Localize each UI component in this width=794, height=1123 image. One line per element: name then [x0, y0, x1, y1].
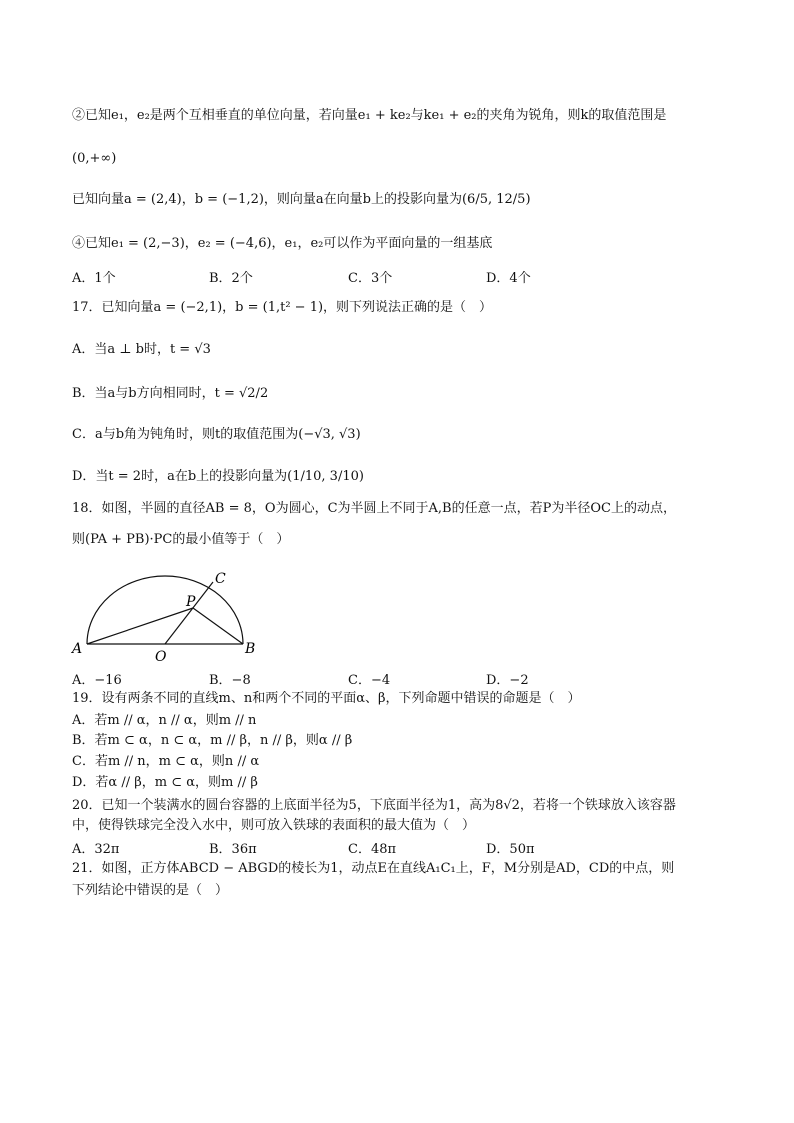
item-2: ②已知e₁，e₂是两个互相垂直的单位向量，若向量e₁ + ke₂与ke₁ + e₂的夹角为锐角，则k的取值范围是	[72, 108, 667, 123]
q20-stem-line1: 20．已知一个装满水的圆台容器的上底面半径为5，下底面半径为1，高为8√2，若将一个铁球放入该容器	[72, 798, 676, 813]
q16-option-a[interactable]: A．1个	[72, 271, 116, 286]
q16-option-c[interactable]: C．3个	[348, 271, 393, 286]
q21-stem-line1: 21．如图，正方体ABCD − ABGD的棱长为1，动点E在直线A₁C₁上，F，M分别是AD，CD的中点，则	[72, 861, 675, 876]
q18-stem-line2: 则(PA + PB)·PC的最小值等于（ ）	[72, 532, 290, 547]
q20-options	[72, 838, 732, 856]
label-p: P	[186, 594, 196, 610]
q18-option-d[interactable]: D．−2	[486, 673, 529, 688]
q18-semicircle-figure	[62, 565, 272, 665]
radius-oc	[165, 582, 213, 644]
q20-option-c[interactable]: C．48π	[348, 842, 397, 857]
q17-option-d[interactable]: D．当t = 2时，a在b上的投影向量为(1/10, 3/10)	[72, 469, 364, 484]
label-a: A	[72, 641, 83, 657]
item-4: ④已知e₁ = (2,−3)，e₂ = (−4,6)，e₁，e₂可以作为平面向量的一组基底	[72, 236, 493, 251]
q16-option-d[interactable]: D．4个	[486, 271, 531, 286]
q17-stem: 17．已知向量a = (−2,1)，b = (1,t² − 1)，则下列说法正确的是（ ）	[72, 300, 493, 315]
segment-pb	[193, 608, 243, 644]
q16-options	[72, 267, 732, 285]
label-b: B	[245, 641, 256, 657]
q19-option-c[interactable]: C．若m // n，m ⊂ α，则n // α	[72, 754, 260, 769]
q18-option-a[interactable]: A．−16	[72, 673, 122, 688]
q18-option-b[interactable]: B．−8	[209, 673, 251, 688]
q17-option-c[interactable]: C．a与b角为钝角时，则t的取值范围为(−√3, √3)	[72, 427, 361, 442]
q17-option-b[interactable]: B．当a与b方向相同时，t = √2/2	[72, 386, 269, 401]
item-3: 已知向量a = (2,4)，b = (−1,2)，则向量a在向量b上的投影向量为(6/5, 12/5)	[72, 192, 531, 207]
q18-options	[72, 669, 732, 687]
q18-option-c[interactable]: C．−4	[348, 673, 391, 688]
q20-option-a[interactable]: A．32π	[72, 842, 120, 857]
q19-stem: 19．设有两条不同的直线m、n和两个不同的平面α、β，下列命题中错误的命题是（ ）	[72, 691, 581, 706]
q16-option-b[interactable]: B．2个	[209, 271, 253, 286]
q18-stem-line1: 18．如图，半圆的直径AB = 8，O为圆心，C为半圆上不同于A,B的任意一点，若P为半径OC上的动点，	[72, 501, 676, 516]
item-2-answer: (0,+∞)	[72, 151, 117, 166]
q21-stem-line2: 下列结论中错误的是（ ）	[72, 883, 229, 898]
q19-option-a[interactable]: A．若m // α，n // α，则m // n	[72, 713, 257, 728]
q20-option-d[interactable]: D．50π	[486, 842, 535, 857]
q20-stem-line2: 中，使得铁球完全没入水中，则可放入铁球的表面积的最大值为（ ）	[72, 818, 476, 833]
label-c: C	[215, 571, 226, 587]
q19-option-d[interactable]: D．若α // β，m ⊂ α，则m // β	[72, 775, 258, 790]
label-o: O	[155, 649, 167, 665]
segment-pa	[87, 608, 193, 644]
q17-option-a[interactable]: A．当a ⊥ b时，t = √3	[72, 342, 211, 357]
q19-option-b[interactable]: B．若m ⊂ α，n ⊂ α，m // β，n // β，则α // β	[72, 733, 353, 748]
q20-option-b[interactable]: B．36π	[209, 842, 257, 857]
